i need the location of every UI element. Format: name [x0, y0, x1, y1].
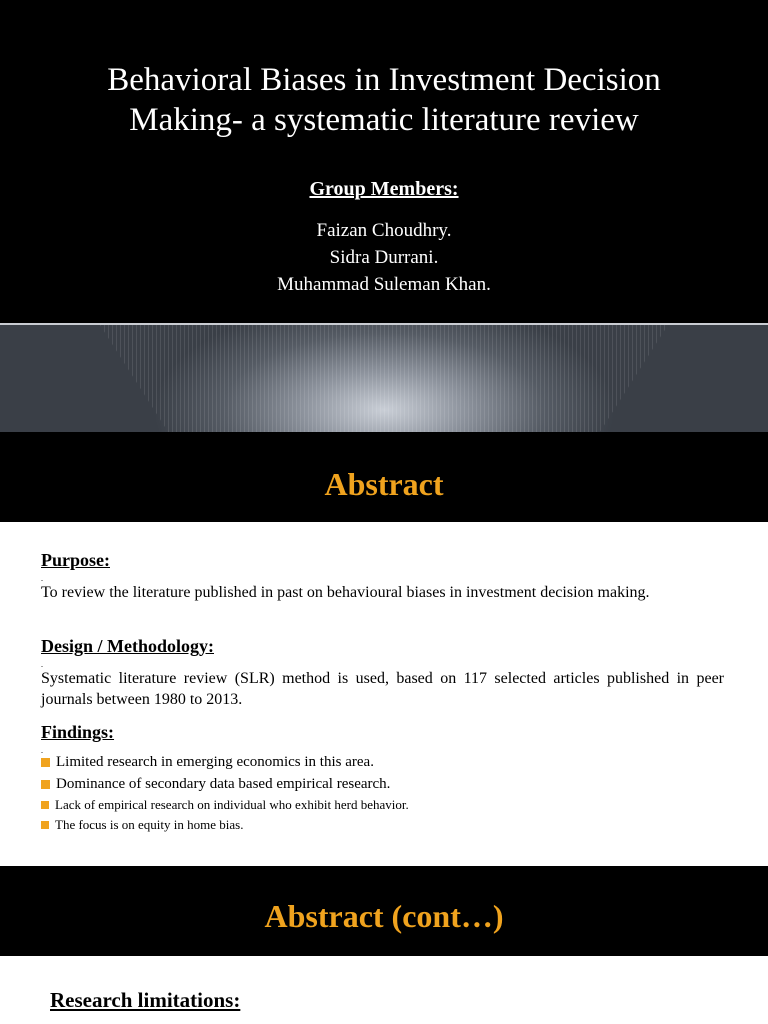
decorative-band-lines: [100, 325, 668, 432]
design-text: Systematic literature review (SLR) method is used, based on 117 selected articles published in peer journals between 1980 to 2013.: [41, 670, 724, 708]
abstract-body: [0, 524, 768, 866]
title-line-2: Making- a systematic literature review: [129, 102, 639, 138]
bullet-dot: .: [41, 746, 43, 755]
finding-item: [41, 817, 243, 833]
square-bullet-icon: [41, 821, 49, 829]
limitations-heading: Research limitations:: [50, 988, 241, 1012]
members-heading: Group Members:: [309, 178, 459, 200]
bullet-dot: .: [41, 574, 43, 583]
design-heading: Design / Methodology:: [41, 636, 214, 656]
slide-title: [20, 60, 748, 140]
finding-item: [41, 797, 409, 813]
square-bullet-icon: [41, 801, 49, 809]
finding-item: [41, 754, 374, 771]
purpose-text: To review the literature published in past on behavioural biases in investment decision making.: [41, 584, 650, 601]
abstract-cont-title: Abstract (cont…): [264, 898, 504, 934]
abstract-title: Abstract: [324, 466, 444, 502]
finding-text: The focus is on equity in home bias.: [55, 817, 244, 832]
bullet-dot: .: [41, 660, 43, 669]
finding-text: Dominance of secondary data based empirical research.: [56, 776, 391, 792]
square-bullet-icon: [41, 780, 50, 789]
purpose-heading: Purpose:: [41, 550, 110, 570]
member-name: Muhammad Suleman Khan.: [277, 274, 491, 295]
members-list: [0, 217, 768, 298]
abstract-cont-body: [0, 958, 768, 1024]
finding-item: [41, 776, 390, 793]
finding-text: Limited research in emerging economics in this area.: [56, 754, 374, 770]
square-bullet-icon: [41, 758, 50, 767]
title-line-1: Behavioral Biases in Investment Decision: [107, 62, 661, 98]
abstract-header: [0, 432, 768, 522]
findings-heading: Findings:: [41, 722, 115, 742]
member-name: Faizan Choudhry.: [316, 220, 452, 241]
finding-text: Lack of empirical research on individual who exhibit herd behavior.: [55, 797, 409, 812]
member-name: Sidra Durrani.: [329, 247, 439, 268]
abstract-cont-header: [0, 866, 768, 956]
